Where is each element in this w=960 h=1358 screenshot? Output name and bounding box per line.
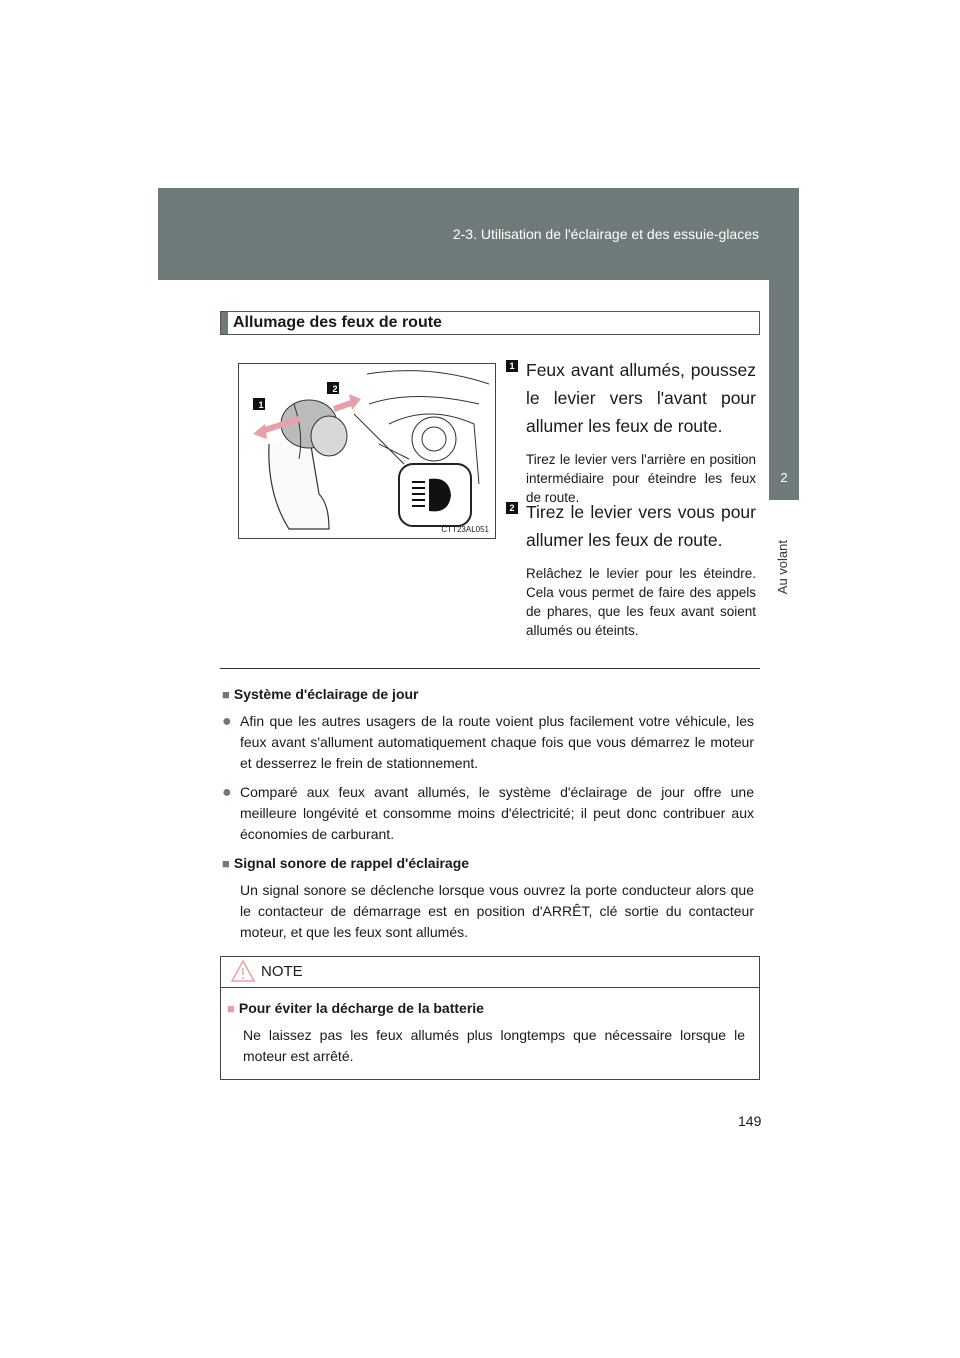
note-box-body [221, 988, 759, 1067]
header-band [158, 188, 799, 280]
section-divider [220, 668, 760, 669]
step-2-instruction: Tirez le levier vers vous pour allumer les feux de route. [526, 502, 756, 550]
round-bullet-icon: ● [222, 713, 232, 730]
note-bullet: ● Afin que les autres usagers de la route voient plus facilement votre véhicule, les feux avant s'allument automatiquement chaque fois que vous démarrez le moteur et desserrez le frein de stationnement. [222, 713, 754, 771]
note-label: NOTE [261, 963, 303, 980]
square-bullet-icon: ■ [222, 856, 230, 871]
section-heading-bar [221, 312, 228, 334]
headlight-lever-illustration [238, 363, 496, 539]
note-box-text: Ne laissez pas les feux allumés plus longtemps que nécessaire lorsque le moteur est arrêté. [243, 1027, 745, 1064]
step-1 [506, 356, 756, 507]
note-box-title: ■ Pour éviter la décharge de la batterie [227, 1000, 484, 1016]
step-1-number: 1 [506, 360, 518, 372]
note-heading-daytime: ■ Système d'éclairage de jour [222, 686, 419, 702]
round-bullet-icon: ● [222, 784, 232, 801]
note-box [220, 956, 760, 1080]
notes-section [222, 684, 754, 951]
note-paragraph: Un signal sonore se déclenche lorsque vous ouvrez la porte conducteur alors que le contacteur de démarrage est en position d'ARRÊT, clé sortie du contacteur moteur, et que les feux sont allumés. [240, 882, 754, 940]
figure-code: CTT23AL051 [441, 525, 489, 534]
note-box-header [221, 957, 759, 988]
step-2-detail: Relâchez le levier pour les éteindre. Cela vous permet de faire des appels de phares, que les feux avant soient allumés ou éteints. [526, 566, 756, 638]
note-bullet: ● Comparé aux feux avant allumés, le système d'éclairage de jour offre une meilleure longévité et consomme moins d'électricité; il peut donc contribuer aux économies de carburant. [222, 784, 754, 842]
step-2 [506, 498, 756, 640]
step-1-detail: Tirez le levier vers l'arrière en position intermédiaire pour éteindre les feux de route. [526, 452, 756, 505]
marker-1: 1 [258, 400, 264, 410]
section-heading [220, 311, 760, 335]
page-number: 149 [738, 1113, 762, 1129]
step-2-number: 2 [506, 502, 518, 514]
marker-2: 2 [332, 384, 338, 394]
note-heading-reminder: ■ Signal sonore de rappel d'éclairage [222, 855, 470, 871]
lever-drawing [239, 364, 495, 538]
step-1-instruction: Feux avant allumés, poussez le levier vers l'avant pour allumer les feux de route. [526, 360, 756, 436]
section-heading-text: Allumage des feux de route [233, 314, 442, 331]
chapter-section-title: 2-3. Utilisation de l'éclairage et des essuie-glaces [452, 226, 759, 242]
square-bullet-icon: ■ [222, 687, 230, 702]
chapter-number: 2 [780, 470, 788, 485]
chapter-label: Au volant [775, 540, 790, 595]
warning-icon [231, 959, 255, 983]
square-bullet-icon: ■ [227, 1001, 235, 1016]
